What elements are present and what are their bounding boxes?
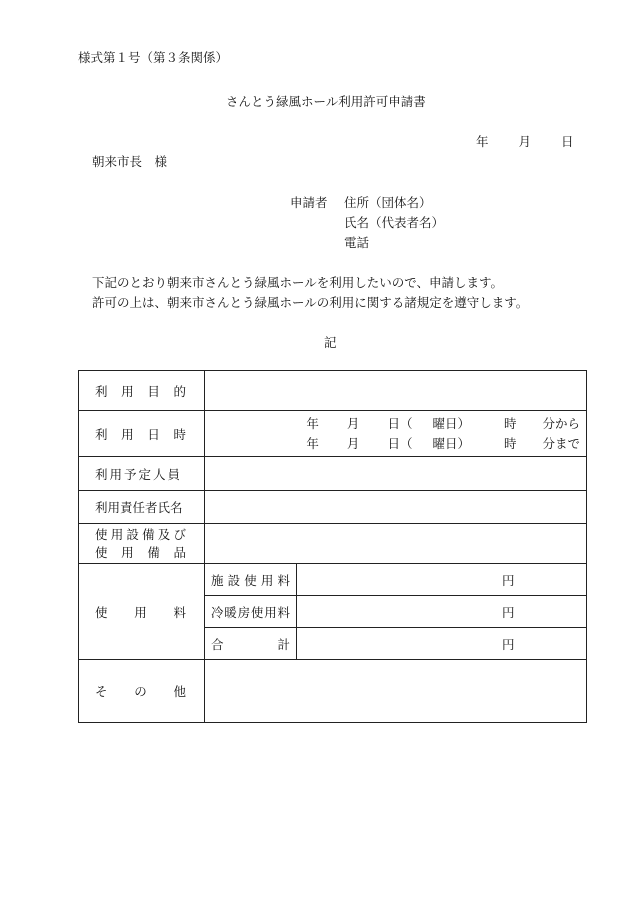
aircon-fee-field[interactable] bbox=[297, 596, 587, 628]
equipment-field[interactable] bbox=[205, 524, 587, 564]
addressee: 朝来市長 様 bbox=[92, 154, 168, 169]
date-day: 日 bbox=[561, 134, 574, 149]
facility-fee-label: 施 設 使 用 料 bbox=[205, 564, 297, 596]
person-in-charge-label: 利用責任者氏名 bbox=[79, 491, 205, 524]
datetime-label: 利 用 日 時 bbox=[79, 411, 205, 457]
datetime-row bbox=[79, 411, 587, 457]
datetime-field[interactable] bbox=[205, 411, 587, 457]
fee-label: 使 用 料 bbox=[79, 564, 205, 660]
body-text-line-1: 下記のとおり朝来市さんとう緑風ホールを利用したいので、申請します。 bbox=[92, 275, 504, 290]
date-month: 月 bbox=[518, 134, 532, 149]
facility-fee-unit: 円 bbox=[502, 572, 515, 588]
total-fee-unit: 円 bbox=[502, 636, 515, 652]
body-text-line-2: 許可の上は、朝来市さんとう緑風ホールの利用に関する諸規定を遵守します。 bbox=[92, 295, 529, 310]
other-field[interactable] bbox=[205, 660, 587, 723]
people-field[interactable] bbox=[205, 457, 587, 491]
application-table bbox=[78, 370, 587, 723]
applicant-phone: 電話 bbox=[344, 235, 370, 250]
other-label: そ の 他 bbox=[79, 660, 205, 723]
other-row bbox=[79, 660, 587, 723]
purpose-field[interactable] bbox=[205, 371, 587, 411]
ki-heading: 記 bbox=[324, 335, 337, 350]
page-title: さんとう緑風ホール利用許可申請書 bbox=[226, 94, 426, 109]
applicant-address: 住所（団体名） bbox=[344, 195, 432, 210]
aircon-fee-label: 冷 暖 房 使 用 料 bbox=[205, 596, 297, 628]
equipment-row bbox=[79, 524, 587, 564]
purpose-row bbox=[79, 371, 587, 411]
equipment-label: 使 用 設 備 及 び 使 用 備 品 bbox=[79, 524, 205, 564]
date-year: 年 bbox=[476, 134, 489, 149]
form-number: 様式第１号（第３条関係） bbox=[78, 50, 229, 65]
person-in-charge-field[interactable] bbox=[205, 491, 587, 524]
applicant-label: 申請者 bbox=[290, 195, 328, 210]
person-in-charge-row bbox=[79, 491, 587, 524]
people-label: 利用予定人員 bbox=[79, 457, 205, 491]
applicant-name: 氏名（代表者名） bbox=[344, 215, 445, 230]
fee-row-facility bbox=[79, 564, 587, 596]
total-fee-label: 合 計 bbox=[205, 628, 297, 660]
people-row bbox=[79, 457, 587, 491]
date-line bbox=[476, 132, 574, 150]
datetime-from: 年 月 日（ 曜日） 時 分から bbox=[306, 415, 580, 431]
purpose-label: 利 用 目 的 bbox=[79, 371, 205, 411]
total-fee-field[interactable] bbox=[297, 628, 587, 660]
facility-fee-field[interactable] bbox=[297, 564, 587, 596]
aircon-fee-unit: 円 bbox=[502, 604, 515, 620]
datetime-to: 年 月 日（ 曜日） 時 分まで bbox=[306, 435, 580, 451]
